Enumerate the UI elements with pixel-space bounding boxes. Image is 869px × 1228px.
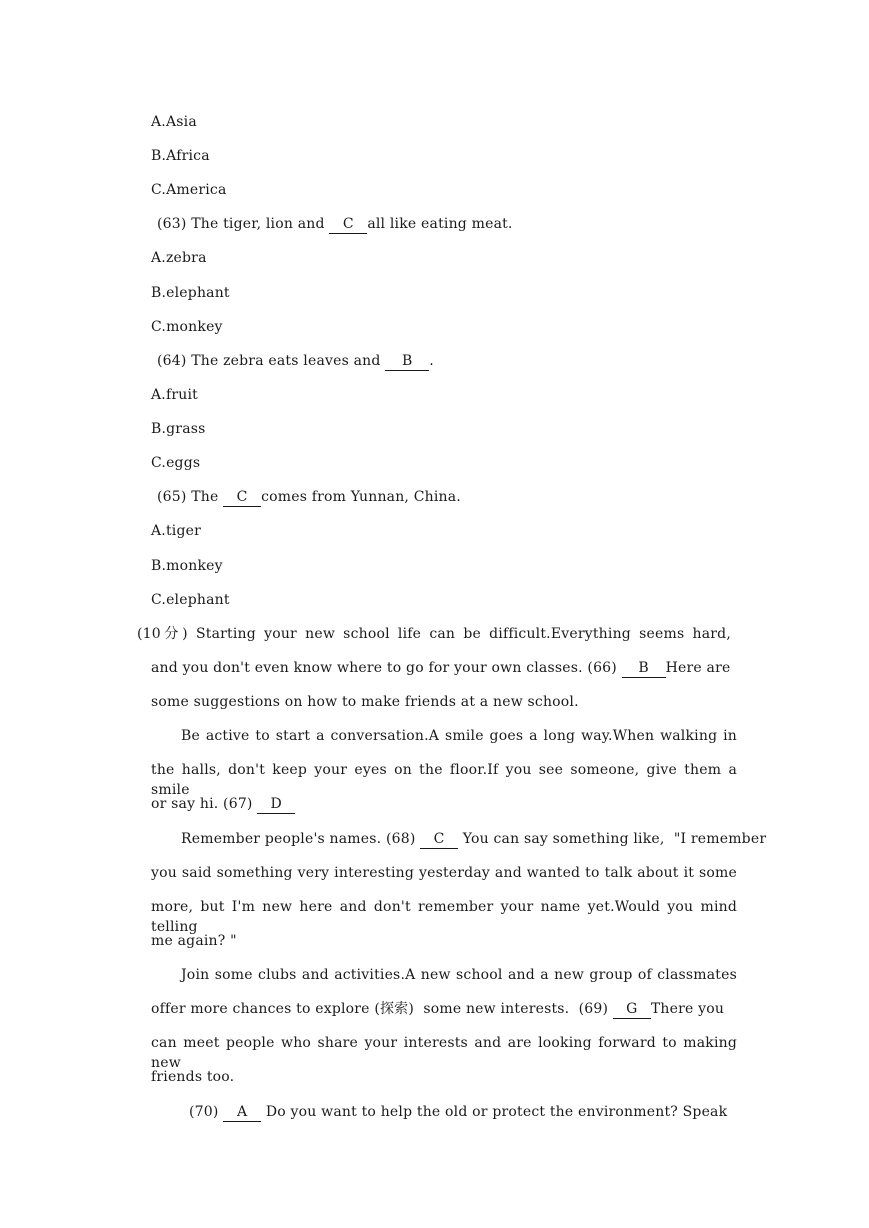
question-64-text-end: .: [429, 353, 434, 369]
paragraph-3-line-1: Join some clubs and activities.A new school and a new group of classmates: [181, 967, 737, 983]
option-q63-c: C.monkey: [151, 319, 223, 335]
option-q62-c: C.America: [151, 182, 227, 198]
answer-blank-69: G: [613, 1001, 651, 1019]
answer-blank-68: C: [420, 831, 458, 849]
paragraph-2-line-1: [181, 829, 771, 849]
question-63-text-end: all like eating meat.: [367, 216, 513, 232]
answer-blank-63: C: [329, 216, 367, 234]
option-q64-a: A.fruit: [151, 387, 198, 403]
question-64-text: (64) The zebra eats leaves and: [157, 353, 386, 369]
paragraph-3-line-2: [151, 999, 741, 1019]
option-q62-b: B.Africa: [151, 148, 210, 164]
passage-intro-text: and you don't even know where to go for your own classes. (66): [151, 660, 622, 676]
answer-blank-70: A: [223, 1104, 261, 1122]
paragraph-1-line-3: [151, 794, 741, 814]
passage-intro-line-2: [151, 658, 741, 678]
paragraph-1-text: or say hi. (67): [151, 796, 258, 812]
question-63-text: (63) The tiger, lion and: [157, 216, 330, 232]
paragraph-2-line-3: more, but I'm new here and don't remember your name yet.Would you mind telling: [151, 899, 737, 935]
answer-blank-67: D: [257, 796, 295, 814]
passage-intro-line-3: some suggestions on how to make friends at a new school.: [151, 694, 579, 710]
option-q63-b: B.elephant: [151, 285, 230, 301]
option-q62-a: A.Asia: [151, 114, 197, 130]
paragraph-2-text-end: You can say something like, "I remember: [458, 831, 767, 847]
question-65-text-end: comes from Yunnan, China.: [261, 489, 461, 505]
paragraph-1-line-1: Be active to start a conversation.A smile goes a long way.When walking in: [181, 728, 737, 744]
question-65: [157, 487, 747, 507]
answer-blank-64: B: [385, 353, 429, 371]
paragraph-3-line-4: friends too.: [151, 1069, 235, 1085]
answer-blank-66: B: [622, 660, 666, 678]
option-q65-c: C.elephant: [151, 592, 230, 608]
paragraph-4-text-end: Do you want to help the old or protect the environment? Speak: [261, 1104, 728, 1120]
option-q63-a: A.zebra: [151, 250, 207, 266]
paragraph-4-line-1: [189, 1102, 779, 1122]
paragraph-3-line-3: can meet people who share your interests and are looking forward to making new: [151, 1035, 737, 1071]
paragraph-2-text: Remember people's names. (68): [181, 831, 421, 847]
paragraph-4-text: (70): [189, 1104, 224, 1120]
answer-blank-65: C: [223, 489, 261, 507]
passage-intro-text-end: Here are: [665, 660, 731, 676]
option-q64-b: B.grass: [151, 421, 206, 437]
option-q65-a: A.tiger: [151, 523, 202, 539]
passage-intro-line-1: (10分) Starting your new school life can be difficult.Everything seems hard,: [137, 626, 731, 642]
paragraph-3-text: offer more chances to explore (探索) some new interests. (69): [151, 1001, 613, 1017]
option-q65-b: B.monkey: [151, 558, 223, 574]
question-63: [157, 214, 747, 234]
option-q64-c: C.eggs: [151, 455, 201, 471]
question-65-text: (65) The: [157, 489, 224, 505]
paragraph-2-line-4: me again? ": [151, 933, 237, 949]
paragraph-1-line-2: the halls, don't keep your eyes on the floor.If you see someone, give them a smile: [151, 762, 737, 798]
question-64: [157, 351, 747, 371]
paragraph-2-line-2: you said something very interesting yesterday and wanted to talk about it some: [151, 865, 737, 881]
paragraph-3-text-end: There you: [650, 1001, 725, 1017]
